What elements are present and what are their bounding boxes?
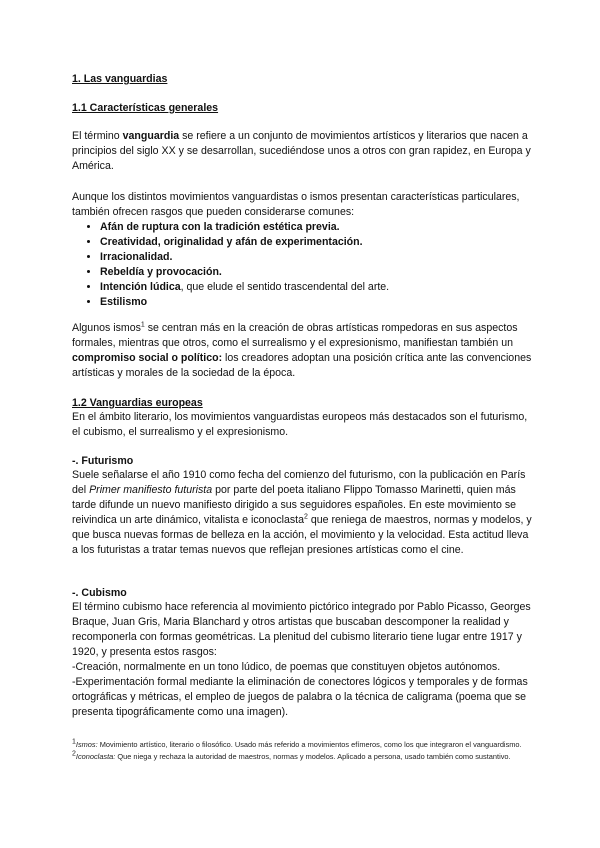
list-item: • Creatividad, originalidad y afán de experimentación. xyxy=(100,235,532,250)
list-item: • Intención lúdica, que elude el sentido trascendental del arte. xyxy=(100,280,532,295)
heading-vanguardias-europeas: 1.2 Vanguardias europeas xyxy=(72,397,203,409)
list-item: • Rebeldía y provocación. xyxy=(100,265,532,280)
heading-caracteristicas: 1.1 Características generales xyxy=(72,102,219,114)
paragraph-compromiso: Algunos ismos$^1$ se centran más en la creación de obras artísticas rompedoras en sus aspectos formales, mientras que otros, como el surrealismo y el expresionismo, manifiestan también un compromiso social o político: los creadores adoptan una posición crítica ante las convenciones artísticas y morales de la sociedad de la época. xyxy=(72,321,532,379)
features-list xyxy=(72,220,532,310)
list-item: • Estilismo xyxy=(100,295,532,310)
paragraph-rasgos: Aunque los distintos movimientos vanguardistas o ismos presentan características particulares, también ofrecen rasgos que pueden considerarse comunes: xyxy=(72,191,520,218)
cubismo-rasgo-1: -Creación, normalmente en un tono lúdico, de poemas que constituyen objetos autónomos. xyxy=(72,661,501,673)
cubismo-rasgo-2: -Experimentación formal mediante la eliminación de conectores lógicos y temporales y de formas ortográficas y métricas, el empleo de juegos de palabra o la técnica de caligrama (poema que se presenta tipográficamente como una imagen). xyxy=(72,676,528,718)
paragraph-intro: El término vanguardia se refiere a un conjunto de movimientos artísticos y literarios que nacen a principios del siglo XX y se desarrollan, sucediéndose unos a otros con gran rapidez, en Europa y América. xyxy=(72,130,531,172)
heading-vanguardias: 1. Las vanguardias xyxy=(72,73,168,85)
paragraph-futurismo: Suele señalarse el año 1910 como fecha del comienzo del futurismo, con la publicación en París del Primer manifiesto futurista por parte del poeta italiano Flippo Tomasso Marinetti, quien más tarde difunde un nuevo manifiesto dirigido a sus seguidores españoles. En este movimiento se reivindica un arte dinámico, vitalista e iconoclasta$^2$ que reniega de maestros, normas y modelos, y que busca nuevas formas de belleza en la acción, el movimiento y la velocidad. Esta actitud lleva a los futuristas a tratar temas nuevos que reflejan presiones artísticas como el cine. xyxy=(72,469,532,556)
paragraph-cubismo: El término cubismo hace referencia al movimiento pictórico integrado por Pablo Picasso, Georges Braque, Juan Gris, Maria Blanchard y otros artistas que buscaban descomponer la realidad y recomponerla con formas geométricas. La plenitud del cubismo literario tiene lugar entre 1917 y 1920, y presenta estos rasgos: xyxy=(72,601,531,658)
section-cubismo-title: -. Cubismo xyxy=(72,587,127,599)
list-item: • Irracionalidad. xyxy=(100,250,532,265)
section-futurismo-title: -. Futurismo xyxy=(72,455,134,467)
list-item: • Afán de ruptura con la tradición estética previa. xyxy=(100,220,532,235)
paragraph-europeas: En el ámbito literario, los movimientos vanguardistas europeos más destacados son el futurismo, el cubismo, el surrealismo y el expresionismo. xyxy=(72,411,528,438)
footnotes: $^1$Ismos: Movimiento artístico, literario o filosófico. Usado más referido a movimientos efímeros, como los que integraron el vanguardismo. $^2$Iconoclasta: Que niega y rechaza la autoridad de maestros, normas y modelos. Aplicado a persona, usado también como sustantivo. xyxy=(72,738,522,761)
